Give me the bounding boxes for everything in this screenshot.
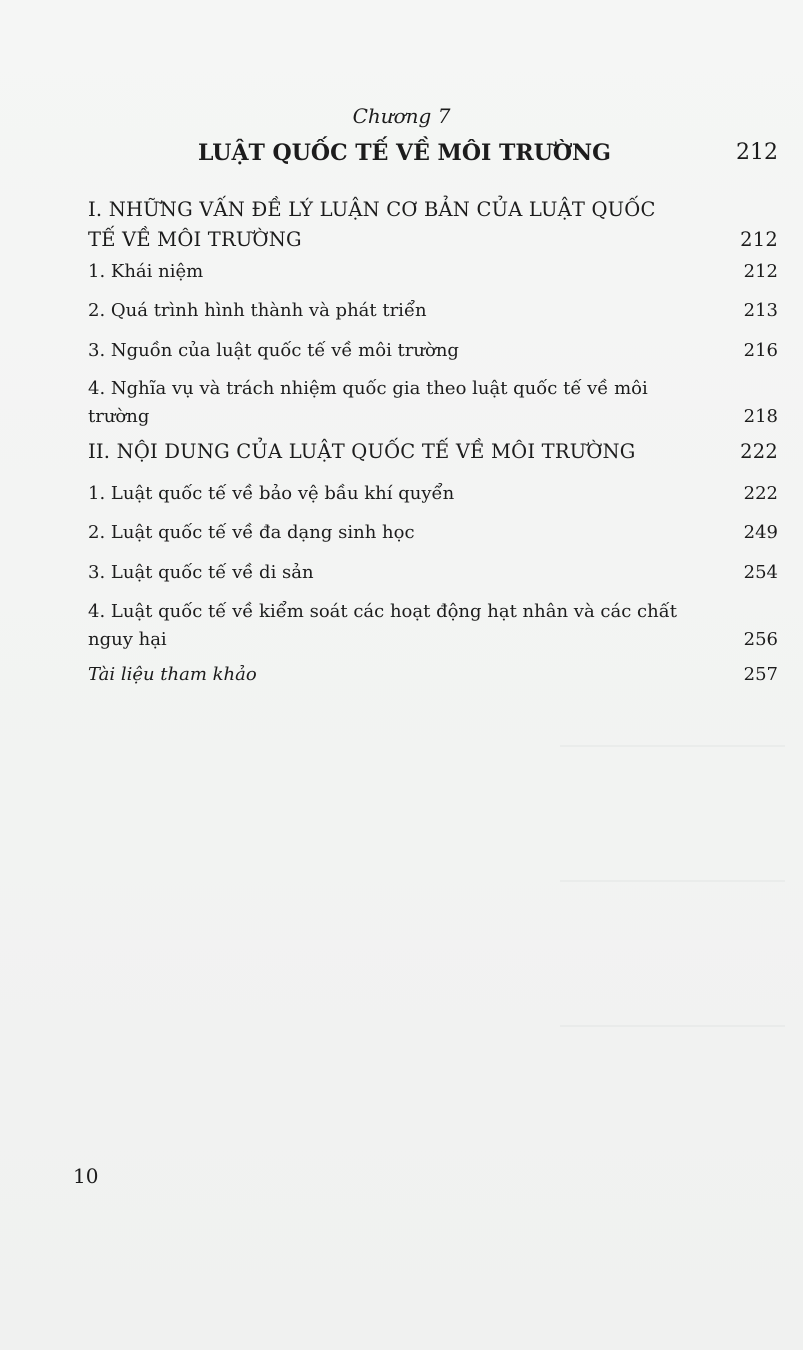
toc-section-2[interactable] [88, 437, 778, 467]
toc-entry-text: 2. Quá trình hình thành và phát triển [88, 300, 427, 321]
chapter-label: Chương 7 [352, 104, 451, 128]
toc-entry-text: 4. Luật quốc tế về kiểm soát các hoạt động hạt nhân và các chất nguy hại [88, 601, 677, 650]
toc-entry-page: 257 [743, 664, 778, 685]
toc-entry-page: 213 [743, 300, 778, 321]
toc-section-1[interactable] [88, 195, 778, 255]
toc-entry-page: 222 [743, 483, 778, 504]
toc-entry-text: 2. Luật quốc tế về đa dạng sinh học [88, 522, 415, 543]
toc-entry[interactable] [88, 258, 778, 286]
toc-entry-page: 212 [740, 228, 778, 251]
toc-entry[interactable] [88, 559, 778, 587]
show-through-line [560, 880, 785, 882]
toc-entry-page: 222 [740, 440, 778, 463]
toc-entry-text: Tài liệu tham khảo [88, 664, 257, 685]
show-through-line [560, 745, 785, 747]
toc-entry[interactable] [88, 375, 778, 431]
page-number: 10 [73, 1164, 99, 1188]
toc-entry-page: 254 [743, 562, 778, 583]
toc-entry[interactable] [88, 519, 778, 547]
toc-entry-text: II. NỘI DUNG CỦA LUẬT QUỐC TẾ VỀ MÔI TRƯỜNG [88, 440, 636, 463]
toc-entry-page: 256 [743, 629, 778, 650]
toc-entry-text: 4. Nghĩa vụ và trách nhiệm quốc gia theo luật quốc tế về môi trường [88, 378, 648, 427]
toc-entry-text: I. NHỮNG VẤN ĐỀ LÝ LUẬN CƠ BẢN CỦA LUẬT QUỐC TẾ VỀ MÔI TRƯỜNG [88, 198, 656, 251]
toc-entry-text: 1. Khái niệm [88, 261, 204, 282]
toc-entry[interactable] [88, 480, 778, 508]
toc-entry-page: 249 [743, 522, 778, 543]
toc-references[interactable] [88, 661, 778, 689]
toc-entry[interactable] [88, 337, 778, 365]
toc-entry-page: 212 [743, 261, 778, 282]
toc-entry-text: 1. Luật quốc tế về bảo vệ bầu khí quyển [88, 483, 455, 504]
toc-entry-text: 3. Nguồn của luật quốc tế về môi trường [88, 340, 459, 361]
toc-entry-page: 218 [743, 406, 778, 427]
show-through-line [560, 1025, 785, 1027]
chapter-page-number: 212 [736, 140, 778, 165]
toc-entry-page: 216 [743, 340, 778, 361]
chapter-title: LUẬT QUỐC TẾ VỀ MÔI TRƯỜNG [198, 140, 611, 166]
toc-entry[interactable] [88, 297, 778, 325]
toc-entry[interactable] [88, 598, 778, 654]
toc-entry-text: 3. Luật quốc tế về di sản [88, 562, 314, 583]
